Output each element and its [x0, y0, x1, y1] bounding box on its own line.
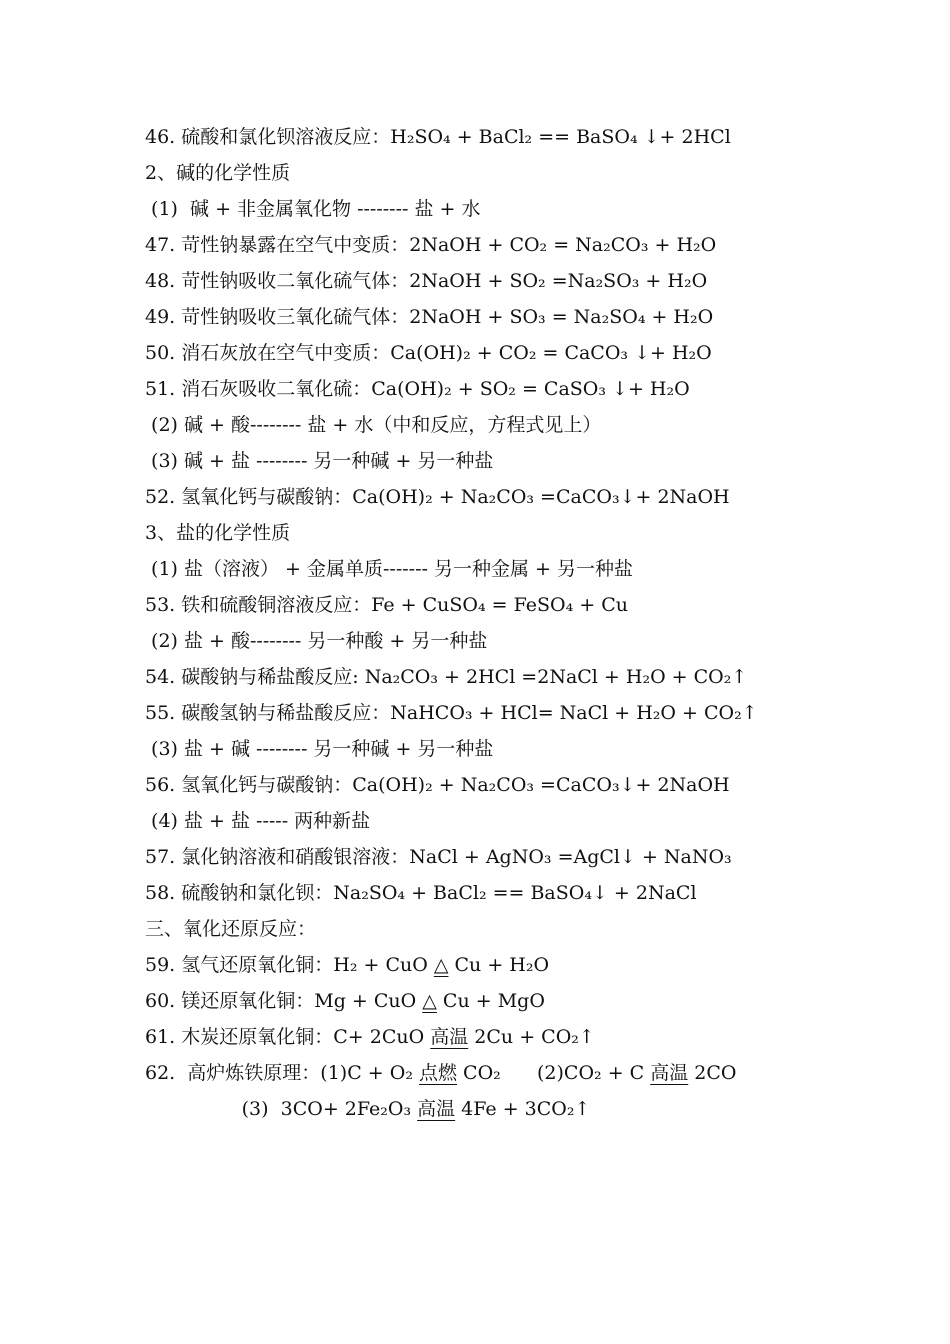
equation-lhs: 61. 木炭还原氧化铜：C+ 2CuO: [145, 1026, 431, 1048]
section-heading: 3、盐的化学性质: [145, 522, 291, 544]
equation-line: [145, 1091, 905, 1127]
equation-line: 48. 苛性钠吸收二氧化硫气体：2NaOH + SO₂ =Na₂SO₃ + H₂O: [145, 270, 708, 292]
equation-lhs: 60. 镁还原氧化铜：Mg + CuO: [145, 990, 423, 1012]
subheading: (3) 盐 + 碱 -------- 另一种碱 + 另一种盐: [145, 738, 494, 760]
equation-line: 57. 氯化钠溶液和硝酸银溶液：NaCl + AgNO₃ =AgCl↓ + NaNO₃: [145, 846, 732, 868]
equation-line: 52. 氢氧化钙与碳酸钠：Ca(OH)₂ + Na₂CO₃ =CaCO₃↓+ 2NaOH: [145, 486, 730, 508]
equation-line: [145, 983, 905, 1019]
subheading: (1) 碱 + 非金属氧化物 -------- 盐 + 水: [145, 198, 481, 220]
equation-line: 54. 碳酸钠与稀盐酸反应: Na₂CO₃ + 2HCl =2NaCl + H₂O + CO₂↑: [145, 666, 748, 688]
equation-line: [145, 947, 905, 983]
equation-line: 49. 苛性钠吸收三氧化硫气体：2NaOH + SO₃ = Na₂SO₄ + H₂O: [145, 306, 714, 328]
equation-rhs: 2Cu + CO₂↑: [468, 1026, 595, 1048]
equation-line: [145, 1055, 905, 1091]
section-heading: 2、碱的化学性质: [145, 162, 291, 184]
subheading: (3) 碱 + 盐 -------- 另一种碱 + 另一种盐: [145, 450, 494, 472]
reaction-condition: 高温: [430, 1026, 469, 1048]
equation-lhs: 59. 氢气还原氧化铜：H₂ + CuO: [145, 954, 434, 976]
reaction-condition: △: [422, 990, 437, 1012]
equation-line: 53. 铁和硫酸铜溶液反应：Fe + CuSO₄ = FeSO₄ + Cu: [145, 594, 628, 616]
equation-lhs: 62. 高炉炼铁原理：(1)C + O₂: [145, 1062, 419, 1084]
equation-mid: CO₂ (2)CO₂ + C: [457, 1062, 651, 1084]
equation-lhs: (3) 3CO+ 2Fe₂O₃: [145, 1098, 418, 1120]
equation-line: 51. 消石灰吸收二氧化硫：Ca(OH)₂ + SO₂ = CaSO₃ ↓+ H₂O: [145, 378, 690, 400]
subheading: (1) 盐（溶液） + 金属单质------- 另一种金属 + 另一种盐: [145, 558, 633, 580]
equation-line: 47. 苛性钠暴露在空气中变质：2NaOH + CO₂ = Na₂CO₃ + H₂O: [145, 234, 717, 256]
subheading: (2) 碱 + 酸-------- 盐 + 水（中和反应，方程式见上）: [145, 414, 602, 436]
reaction-condition: 高温: [417, 1098, 456, 1120]
equation-rhs: Cu + MgO: [436, 990, 545, 1012]
equation-line: 46. 硫酸和氯化钡溶液反应：H₂SO₄ + BaCl₂ == BaSO₄ ↓+ 2HCl: [145, 126, 731, 148]
equation-line: 58. 硫酸钠和氯化钡：Na₂SO₄ + BaCl₂ == BaSO₄↓ + 2NaCl: [145, 882, 697, 904]
subheading: (2) 盐 + 酸-------- 另一种酸 + 另一种盐: [145, 630, 488, 652]
equation-line: 56. 氢氧化钙与碳酸钠：Ca(OH)₂ + Na₂CO₃ =CaCO₃↓+ 2NaOH: [145, 774, 730, 796]
reaction-condition: 点燃: [418, 1062, 457, 1084]
equation-line: 55. 碳酸氢钠与稀盐酸反应：NaHCO₃ + HCl= NaCl + H₂O + CO₂↑: [145, 702, 758, 724]
equation-rhs: 2CO: [688, 1062, 737, 1084]
equation-line: [145, 1019, 905, 1055]
reaction-condition: 高温: [650, 1062, 689, 1084]
subheading: (4) 盐 + 盐 ----- 两种新盐: [145, 810, 371, 832]
equation-rhs: Cu + H₂O: [448, 954, 550, 976]
document-body: [145, 119, 905, 1127]
equation-line: 50. 消石灰放在空气中变质：Ca(OH)₂ + CO₂ = CaCO₃ ↓+ H₂O: [145, 342, 712, 364]
equation-rhs: 4Fe + 3CO₂↑: [455, 1098, 591, 1120]
reaction-condition: △: [433, 954, 449, 976]
section-heading: 三、氧化还原反应：: [145, 918, 317, 940]
